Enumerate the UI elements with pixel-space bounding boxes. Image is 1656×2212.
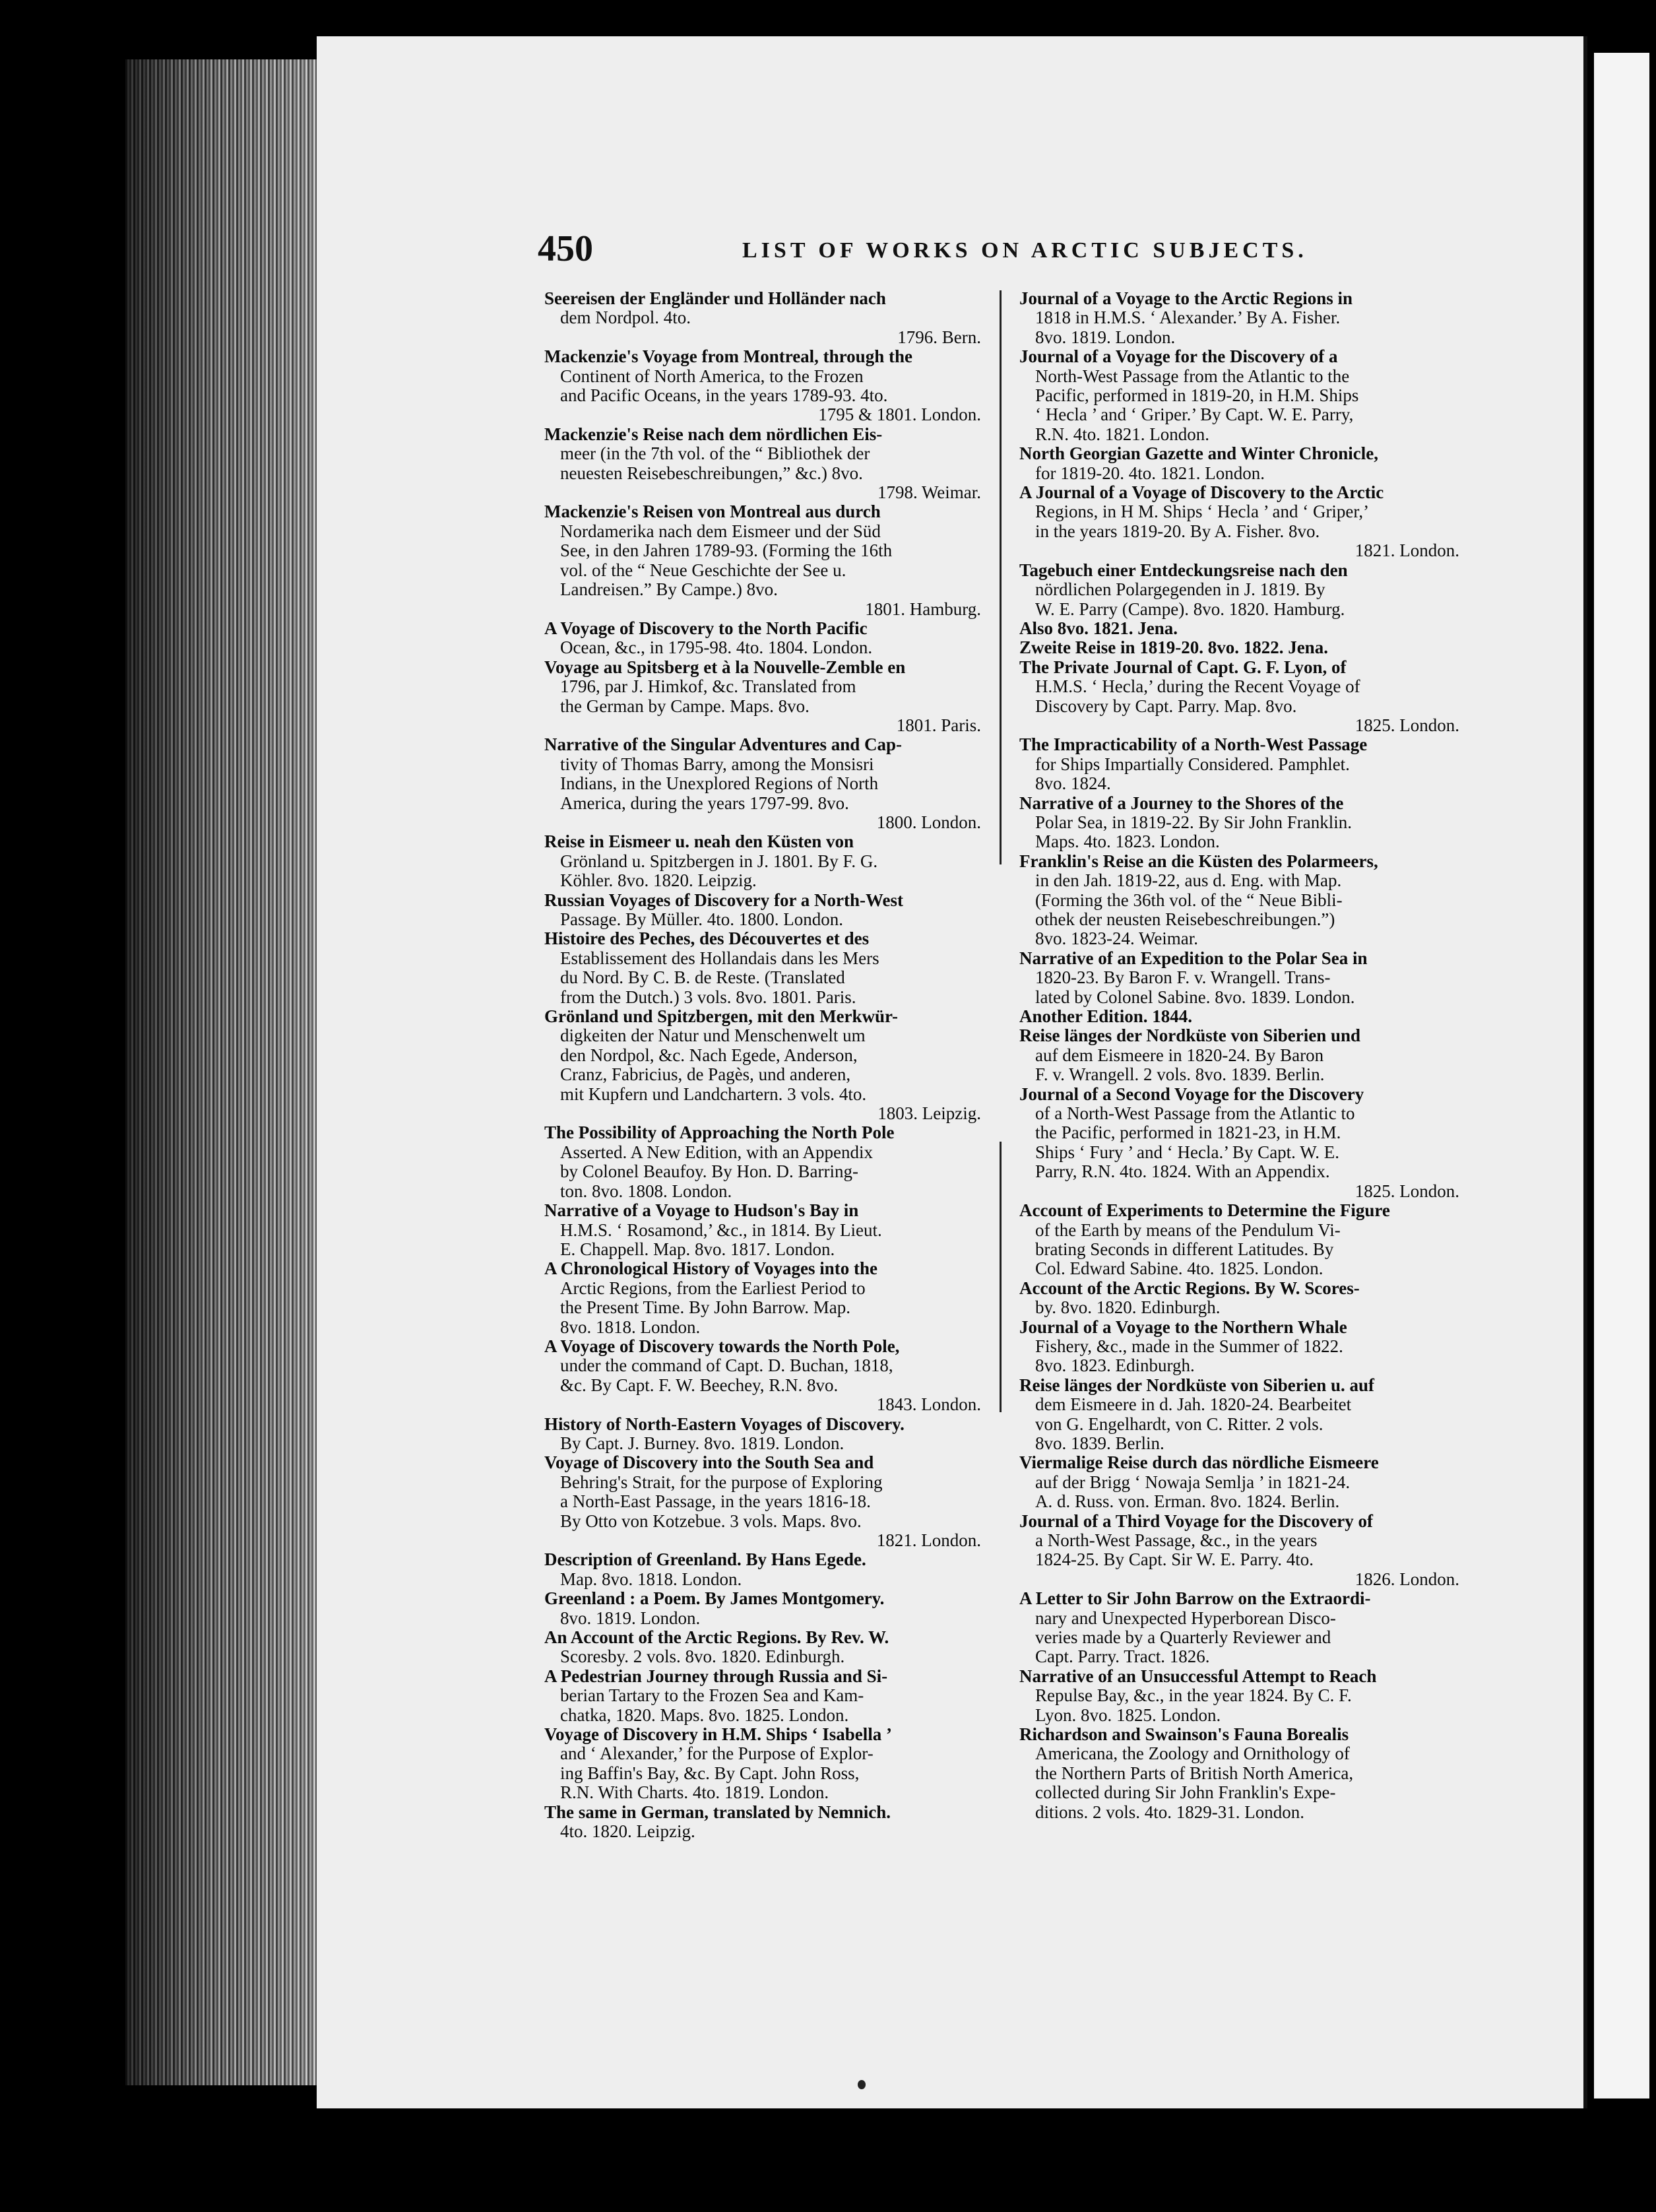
bibliography-entry bbox=[1019, 289, 1465, 347]
entry-title-line: Narrative of an Expedition to the Polar Sea in bbox=[1019, 948, 1368, 968]
entry-line: a North-East Passage, in the years 1816-18. bbox=[560, 1492, 871, 1512]
entry-line: 1821. London. bbox=[876, 1531, 981, 1550]
entry-line: for Ships Impartially Considered. Pamphlet. bbox=[1035, 754, 1350, 774]
entry-line: 8vo. 1823-24. Weimar. bbox=[1035, 929, 1199, 949]
entry-title-line: The Private Journal of Capt. G. F. Lyon, of bbox=[1019, 657, 1347, 677]
entry-line: the Present Time. By John Barrow. Map. bbox=[560, 1298, 850, 1318]
bibliography-entry bbox=[1019, 444, 1465, 483]
entry-line: Maps. 4to. 1823. London. bbox=[1035, 832, 1220, 852]
entry-title-line: Mackenzie's Voyage from Montreal, through the bbox=[544, 347, 912, 367]
entry-line: 8vo. 1823. Edinburgh. bbox=[1035, 1356, 1195, 1376]
entry-line: R.N. 4to. 1821. London. bbox=[1035, 424, 1210, 444]
entry-title-line: Mackenzie's Reise nach dem nördlichen Eis- bbox=[544, 424, 883, 444]
entry-line: R.N. With Charts. 4to. 1819. London. bbox=[560, 1783, 829, 1803]
entry-line: Landreisen.” By Campe.) 8vo. bbox=[560, 580, 778, 600]
entry-line: the Northern Parts of British North America, bbox=[1035, 1763, 1354, 1783]
column-rule bbox=[1000, 1142, 1002, 1412]
entry-title-line: An Account of the Arctic Regions. By Rev. W. bbox=[544, 1628, 889, 1648]
entry-line: 1826. London. bbox=[1354, 1569, 1459, 1589]
entry-line: Scoresby. 2 vols. 8vo. 1820. Edinburgh. bbox=[560, 1647, 845, 1667]
entry-line: Continent of North America, to the Frozen bbox=[560, 366, 864, 386]
page-header bbox=[538, 228, 1308, 280]
entry-line: W. E. Parry (Campe). 8vo. 1820. Hamburg. bbox=[1035, 599, 1345, 619]
entry-line: auf der Brigg ‘ Nowaja Semlja ’ in 1821-24. bbox=[1035, 1472, 1351, 1492]
bibliography-entry bbox=[1019, 1085, 1465, 1201]
entry-line: Cranz, Fabricius, de Pagès, und anderen, bbox=[560, 1065, 851, 1085]
entry-title-line: Histoire des Peches, des Découvertes et des bbox=[544, 929, 870, 949]
entry-line: Lyon. 8vo. 1825. London. bbox=[1035, 1705, 1221, 1725]
bibliography-entry bbox=[544, 1123, 986, 1201]
entry-line: (Forming the 36th vol. of the “ Neue Bibli- bbox=[1035, 890, 1343, 910]
bibliography-entry bbox=[544, 891, 986, 930]
entry-line: 8vo. 1824. bbox=[1035, 774, 1111, 794]
entry-line: 1795 & 1801. London. bbox=[818, 405, 981, 425]
entry-line: von G. Engelhardt, von C. Ritter. 2 vols. bbox=[1035, 1414, 1323, 1434]
entry-line: 1825. London. bbox=[1354, 1181, 1459, 1201]
entry-line: Map. 8vo. 1818. London. bbox=[560, 1569, 742, 1589]
entry-line: Regions, in H M. Ships ‘ Hecla ’ and ‘ Griper,’ bbox=[1035, 502, 1370, 522]
entry-line: ing Baffin's Bay, &c. By Capt. John Ross, bbox=[560, 1763, 860, 1783]
entry-title-line: Journal of a Voyage for the Discovery of a bbox=[1019, 347, 1338, 367]
entry-line: By Otto von Kotzebue. 3 vols. Maps. 8vo. bbox=[560, 1511, 862, 1531]
entry-line: ditions. 2 vols. 4to. 1829-31. London. bbox=[1035, 1802, 1305, 1822]
bibliography-entry bbox=[544, 658, 986, 736]
entry-line: 1796. Bern. bbox=[897, 327, 981, 347]
entry-line: of the Earth by means of the Pendulum Vi- bbox=[1035, 1220, 1341, 1240]
entry-title-line: Zweite Reise in 1819-20. 8vo. 1822. Jena. bbox=[1019, 638, 1328, 658]
entry-line: collected during Sir John Franklin's Expe- bbox=[1035, 1783, 1336, 1803]
entry-line: 8vo. 1818. London. bbox=[560, 1317, 701, 1337]
entry-title-line: Voyage of Discovery in H.M. Ships ‘ Isabella ’ bbox=[544, 1725, 893, 1745]
entry-title-line: Richardson and Swainson's Fauna Borealis bbox=[1019, 1725, 1349, 1745]
entry-line: vol. of the “ Neue Geschichte der See u. bbox=[560, 560, 846, 580]
entry-title-line: Voyage of Discovery into the South Sea and bbox=[544, 1453, 874, 1473]
entry-line: H.M.S. ‘ Rosamond,’ &c., in 1814. By Lieut. bbox=[560, 1220, 882, 1240]
bibliography-entry bbox=[544, 1628, 986, 1667]
bibliography-entry bbox=[544, 289, 986, 347]
bibliography-entry bbox=[1019, 1026, 1465, 1084]
bibliography-entry bbox=[1019, 735, 1465, 793]
bibliography-entry bbox=[1019, 794, 1465, 852]
entry-line: othek der neusten Reisebeschreibungen.”) bbox=[1035, 910, 1335, 929]
entry-title-line: Grönland und Spitzbergen, mit den Merkwür- bbox=[544, 1007, 899, 1027]
entry-line: 1800. London. bbox=[876, 812, 981, 832]
entry-title-line: A Chronological History of Voyages into the bbox=[544, 1259, 878, 1279]
bibliography-entry bbox=[544, 619, 986, 658]
entry-line: Ocean, &c., in 1795-98. 4to. 1804. London. bbox=[560, 638, 873, 658]
entry-line: Col. Edward Sabine. 4to. 1825. London. bbox=[1035, 1259, 1323, 1279]
bibliography-entry bbox=[1019, 1279, 1465, 1318]
entry-line: Arctic Regions, from the Earliest Period to bbox=[560, 1278, 866, 1298]
entry-title-line: Journal of a Third Voyage for the Discovery of bbox=[1019, 1511, 1373, 1531]
bibliography-entry bbox=[1019, 1589, 1465, 1667]
entry-line: in the years 1819-20. By A. Fisher. 8vo. bbox=[1035, 521, 1320, 541]
entry-line: 1821. London. bbox=[1354, 541, 1459, 561]
entry-title-line: Viermalige Reise durch das nördliche Eismeere bbox=[1019, 1453, 1379, 1473]
bibliography-entry bbox=[544, 1803, 986, 1842]
bibliography-entry bbox=[1019, 852, 1465, 949]
entry-title-line: Narrative of a Journey to the Shores of the bbox=[1019, 793, 1344, 813]
left-column bbox=[544, 289, 986, 1842]
bibliography-entry bbox=[544, 1453, 986, 1550]
entry-line: Americana, the Zoology and Ornithology of bbox=[1035, 1744, 1350, 1764]
entry-line: mit Kupfern und Landchartern. 3 vols. 4to. bbox=[560, 1084, 867, 1104]
entry-line: ton. 8vo. 1808. London. bbox=[560, 1181, 732, 1201]
entry-line: America, during the years 1797-99. 8vo. bbox=[560, 793, 849, 813]
bibliography-entry bbox=[1019, 483, 1465, 561]
entry-line: by Colonel Beaufoy. By Hon. D. Barring- bbox=[560, 1162, 858, 1182]
entry-line: Köhler. 8vo. 1820. Leipzig. bbox=[560, 871, 757, 891]
entry-title-line: Franklin's Reise an die Küsten des Polarmeers, bbox=[1019, 851, 1378, 871]
entry-title-line: A Pedestrian Journey through Russia and Si- bbox=[544, 1666, 888, 1686]
entry-line: the Pacific, performed in 1821-23, in H.M. bbox=[1035, 1123, 1341, 1143]
entry-title-line: Another Edition. 1844. bbox=[1019, 1007, 1193, 1027]
bibliography-entry bbox=[1019, 1725, 1465, 1822]
entry-line: A. d. Russ. von. Erman. 8vo. 1824. Berlin. bbox=[1035, 1492, 1340, 1512]
entry-line: Grönland u. Spitzbergen in J. 1801. By F. G. bbox=[560, 851, 878, 871]
bibliography-entry bbox=[544, 1415, 986, 1454]
entry-title-line: Russian Voyages of Discovery for a North-West bbox=[544, 890, 903, 910]
entry-line: the German by Campe. Maps. 8vo. bbox=[560, 696, 810, 716]
entry-title-line: North Georgian Gazette and Winter Chronicle, bbox=[1019, 444, 1378, 464]
entry-line: F. v. Wrangell. 2 vols. 8vo. 1839. Berlin. bbox=[1035, 1065, 1325, 1085]
bibliography-entry bbox=[1019, 1201, 1465, 1279]
entry-line: ‘ Hecla ’ and ‘ Griper.’ By Capt. W. E. Parry, bbox=[1035, 405, 1354, 425]
entry-line: 8vo. 1839. Berlin. bbox=[1035, 1433, 1164, 1453]
bibliography-entry bbox=[544, 1667, 986, 1725]
entry-line: Establissement des Hollandais dans les Mers bbox=[560, 948, 879, 968]
bibliography-entry bbox=[544, 1259, 986, 1337]
entry-line: veries made by a Quarterly Reviewer and bbox=[1035, 1628, 1331, 1648]
entry-line: for 1819-20. 4to. 1821. London. bbox=[1035, 463, 1265, 483]
entry-line: Asserted. A New Edition, with an Appendix bbox=[560, 1142, 873, 1162]
entry-title-line: Journal of a Second Voyage for the Discovery bbox=[1019, 1084, 1364, 1104]
entry-line: 4to. 1820. Leipzig. bbox=[560, 1822, 695, 1842]
entry-title-line: Also 8vo. 1821. Jena. bbox=[1019, 618, 1178, 638]
entry-line: 1796, par J. Himkof, &c. Translated from bbox=[560, 677, 856, 697]
entry-title-line: The same in German, translated by Nemnich. bbox=[544, 1802, 891, 1822]
entry-line: Repulse Bay, &c., in the year 1824. By C. F. bbox=[1035, 1686, 1352, 1706]
entry-title-line: A Voyage of Discovery to the North Pacific bbox=[544, 618, 868, 638]
entry-line: tivity of Thomas Barry, among the Monsisri bbox=[560, 754, 874, 774]
entry-title-line: Tagebuch einer Entdeckungsreise nach den bbox=[1019, 560, 1348, 580]
entry-line: North-West Passage from the Atlantic to the bbox=[1035, 366, 1350, 386]
entry-line: Pacific, performed in 1819-20, in H.M. Ships bbox=[1035, 386, 1359, 406]
entry-line: Indians, in the Unexplored Regions of North bbox=[560, 774, 879, 794]
bibliography-entry bbox=[544, 502, 986, 618]
page-number: 450 bbox=[538, 228, 593, 269]
entry-line: digkeiten der Natur und Menschenwelt um bbox=[560, 1026, 866, 1046]
entry-line: and Pacific Oceans, in the years 1789-93. 4to. bbox=[560, 386, 888, 406]
entry-title-line: Voyage au Spitsberg et à la Nouvelle-Zemble en bbox=[544, 657, 906, 677]
entry-line: 1824-25. By Capt. Sir W. E. Parry. 4to. bbox=[1035, 1550, 1314, 1570]
entry-title-line: Description of Greenland. By Hans Egede. bbox=[544, 1550, 866, 1570]
entry-line: nördlichen Polargegenden in J. 1819. By bbox=[1035, 580, 1325, 600]
entry-line: Fishery, &c., made in the Summer of 1822. bbox=[1035, 1336, 1343, 1356]
entry-title-line: Account of the Arctic Regions. By W. Scores- bbox=[1019, 1278, 1360, 1298]
entry-line: du Nord. By C. B. de Reste. (Translated bbox=[560, 968, 845, 988]
entry-line: under the command of Capt. D. Buchan, 1818, bbox=[560, 1356, 893, 1376]
entry-title-line: Greenland : a Poem. By James Montgomery. bbox=[544, 1589, 885, 1609]
entry-line: Capt. Parry. Tract. 1826. bbox=[1035, 1647, 1210, 1667]
entry-title-line: A Letter to Sir John Barrow on the Extraordi- bbox=[1019, 1589, 1371, 1609]
entry-line: &c. By Capt. F. W. Beechey, R.N. 8vo. bbox=[560, 1375, 839, 1395]
entry-line: 1818 in H.M.S. ‘ Alexander.’ By A. Fisher. bbox=[1035, 308, 1341, 328]
entry-line: den Nordpol, &c. Nach Egede, Anderson, bbox=[560, 1045, 858, 1065]
bibliography-entry bbox=[1019, 619, 1465, 638]
entry-title-line: The Possibility of Approaching the North Pole bbox=[544, 1123, 895, 1143]
bibliography-entry bbox=[1019, 658, 1465, 736]
entry-line: Discovery by Capt. Parry. Map. 8vo. bbox=[1035, 696, 1297, 716]
entry-line: brating Seconds in different Latitudes. By bbox=[1035, 1239, 1334, 1259]
facing-page-edge bbox=[1594, 53, 1649, 2098]
bibliography-entry bbox=[1019, 1512, 1465, 1590]
bibliography-entry bbox=[544, 1007, 986, 1123]
entry-line: of a North-West Passage from the Atlantic to bbox=[1035, 1104, 1355, 1124]
entry-line: 8vo. 1819. London. bbox=[1035, 327, 1176, 347]
bibliography-entry bbox=[544, 1337, 986, 1415]
bibliography-entry bbox=[544, 1201, 986, 1259]
page-mark bbox=[858, 2080, 866, 2089]
entry-line: dem Nordpol. 4to. bbox=[560, 308, 691, 328]
entry-line: meer (in the 7th vol. of the “ Bibliothek der bbox=[560, 444, 870, 464]
bibliography-entry bbox=[1019, 561, 1465, 619]
entry-line: 1820-23. By Baron F. v. Wrangell. Trans- bbox=[1035, 968, 1331, 988]
entry-line: in den Jah. 1819-22, aus d. Eng. with Map. bbox=[1035, 871, 1342, 891]
entry-line: by. 8vo. 1820. Edinburgh. bbox=[1035, 1298, 1221, 1318]
entry-title-line: Seereisen der Engländer und Holländer nach bbox=[544, 289, 886, 308]
running-title: LIST OF WORKS ON ARCTIC SUBJECTS. bbox=[742, 238, 1308, 263]
entry-line: and ‘ Alexander,’ for the Purpose of Explor- bbox=[560, 1744, 874, 1764]
entry-line: H.M.S. ‘ Hecla,’ during the Recent Voyage of bbox=[1035, 677, 1360, 697]
entry-line: chatka, 1820. Maps. 8vo. 1825. London. bbox=[560, 1705, 849, 1725]
entry-title-line: Account of Experiments to Determine the Figure bbox=[1019, 1201, 1390, 1221]
bibliography-entry bbox=[544, 1589, 986, 1628]
entry-line: 1801. Hamburg. bbox=[865, 599, 981, 619]
entry-title-line: Narrative of the Singular Adventures and Cap- bbox=[544, 735, 903, 755]
bibliography-entry bbox=[1019, 1376, 1465, 1454]
entry-title-line: Narrative of a Voyage to Hudson's Bay in bbox=[544, 1201, 859, 1221]
entry-line: lated by Colonel Sabine. 8vo. 1839. London. bbox=[1035, 987, 1355, 1007]
bibliography-entry bbox=[1019, 347, 1465, 444]
entry-title-line: Reise länges der Nordküste von Siberien u. auf bbox=[1019, 1375, 1375, 1395]
entry-line: Parry, R.N. 4to. 1824. With an Appendix. bbox=[1035, 1162, 1330, 1182]
entry-line: 1801. Paris. bbox=[896, 715, 981, 735]
entry-line: By Capt. J. Burney. 8vo. 1819. London. bbox=[560, 1433, 844, 1453]
bibliography-entry bbox=[544, 929, 986, 1007]
entry-line: Behring's Strait, for the purpose of Exploring bbox=[560, 1472, 883, 1492]
bibliography-entry bbox=[1019, 1453, 1465, 1511]
entry-title-line: Journal of a Voyage to the Northern Whale bbox=[1019, 1317, 1347, 1337]
entry-line: Polar Sea, in 1819-22. By Sir John Franklin. bbox=[1035, 812, 1352, 832]
bibliography-entry bbox=[1019, 638, 1465, 657]
entry-line: See, in den Jahren 1789-93. (Forming the 16th bbox=[560, 541, 893, 561]
entry-title-line: Narrative of an Unsuccessful Attempt to Reach bbox=[1019, 1666, 1377, 1686]
entry-line: Nordamerika nach dem Eismeer und der Süd bbox=[560, 521, 881, 541]
bibliography-entry bbox=[544, 735, 986, 832]
entry-title-line: Reise länges der Nordküste von Siberien und bbox=[1019, 1026, 1361, 1046]
entry-title-line: Reise in Eismeer u. neah den Küsten von bbox=[544, 832, 854, 852]
bibliography-entry bbox=[544, 1550, 986, 1589]
entry-line: nary and Unexpected Hyperborean Disco- bbox=[1035, 1608, 1336, 1628]
entry-line: a North-West Passage, &c., in the years bbox=[1035, 1531, 1318, 1550]
bibliography-entry bbox=[544, 425, 986, 503]
bibliography-entry bbox=[1019, 1667, 1465, 1725]
entry-line: from the Dutch.) 3 vols. 8vo. 1801. Paris. bbox=[560, 987, 856, 1007]
entry-line: E. Chappell. Map. 8vo. 1817. London. bbox=[560, 1239, 835, 1259]
entry-line: auf dem Eismeere in 1820-24. By Baron bbox=[1035, 1045, 1324, 1065]
entry-title-line: The Impracticability of a North-West Passage bbox=[1019, 735, 1368, 755]
column-rule bbox=[1000, 290, 1002, 864]
entry-line: Passage. By Müller. 4to. 1800. London. bbox=[560, 910, 843, 929]
bibliography-entry bbox=[544, 832, 986, 890]
entry-line: Ships ‘ Fury ’ and ‘ Hecla.’ By Capt. W. E. bbox=[1035, 1142, 1339, 1162]
bibliography-entry bbox=[1019, 1318, 1465, 1376]
entry-title-line: Mackenzie's Reisen von Montreal aus durch bbox=[544, 502, 881, 522]
entry-line: 8vo. 1819. London. bbox=[560, 1608, 701, 1628]
bibliography-entry bbox=[544, 347, 986, 425]
bibliography-entry bbox=[544, 1725, 986, 1803]
entry-line: dem Eismeere in d. Jah. 1820-24. Bearbeitet bbox=[1035, 1395, 1352, 1415]
right-column bbox=[1019, 289, 1465, 1822]
page-edge-shadow bbox=[125, 59, 323, 2085]
entry-line: 1825. London. bbox=[1354, 715, 1459, 735]
entry-line: neuesten Reisebeschreibungen,” &c.) 8vo. bbox=[560, 463, 863, 483]
entry-line: 1803. Leipzig. bbox=[877, 1104, 981, 1124]
entry-line: 1798. Weimar. bbox=[877, 483, 981, 503]
entry-title-line: History of North-Eastern Voyages of Discovery. bbox=[544, 1414, 905, 1434]
entry-line: 1843. London. bbox=[876, 1395, 981, 1415]
entry-title-line: Journal of a Voyage to the Arctic Regions in bbox=[1019, 289, 1353, 308]
bibliography-entry bbox=[1019, 949, 1465, 1007]
bibliography-entry bbox=[1019, 1007, 1465, 1026]
entry-line: berian Tartary to the Frozen Sea and Kam- bbox=[560, 1686, 864, 1706]
entry-title-line: A Voyage of Discovery towards the North Pole, bbox=[544, 1336, 900, 1356]
entry-title-line: A Journal of a Voyage of Discovery to the Arctic bbox=[1019, 483, 1384, 503]
